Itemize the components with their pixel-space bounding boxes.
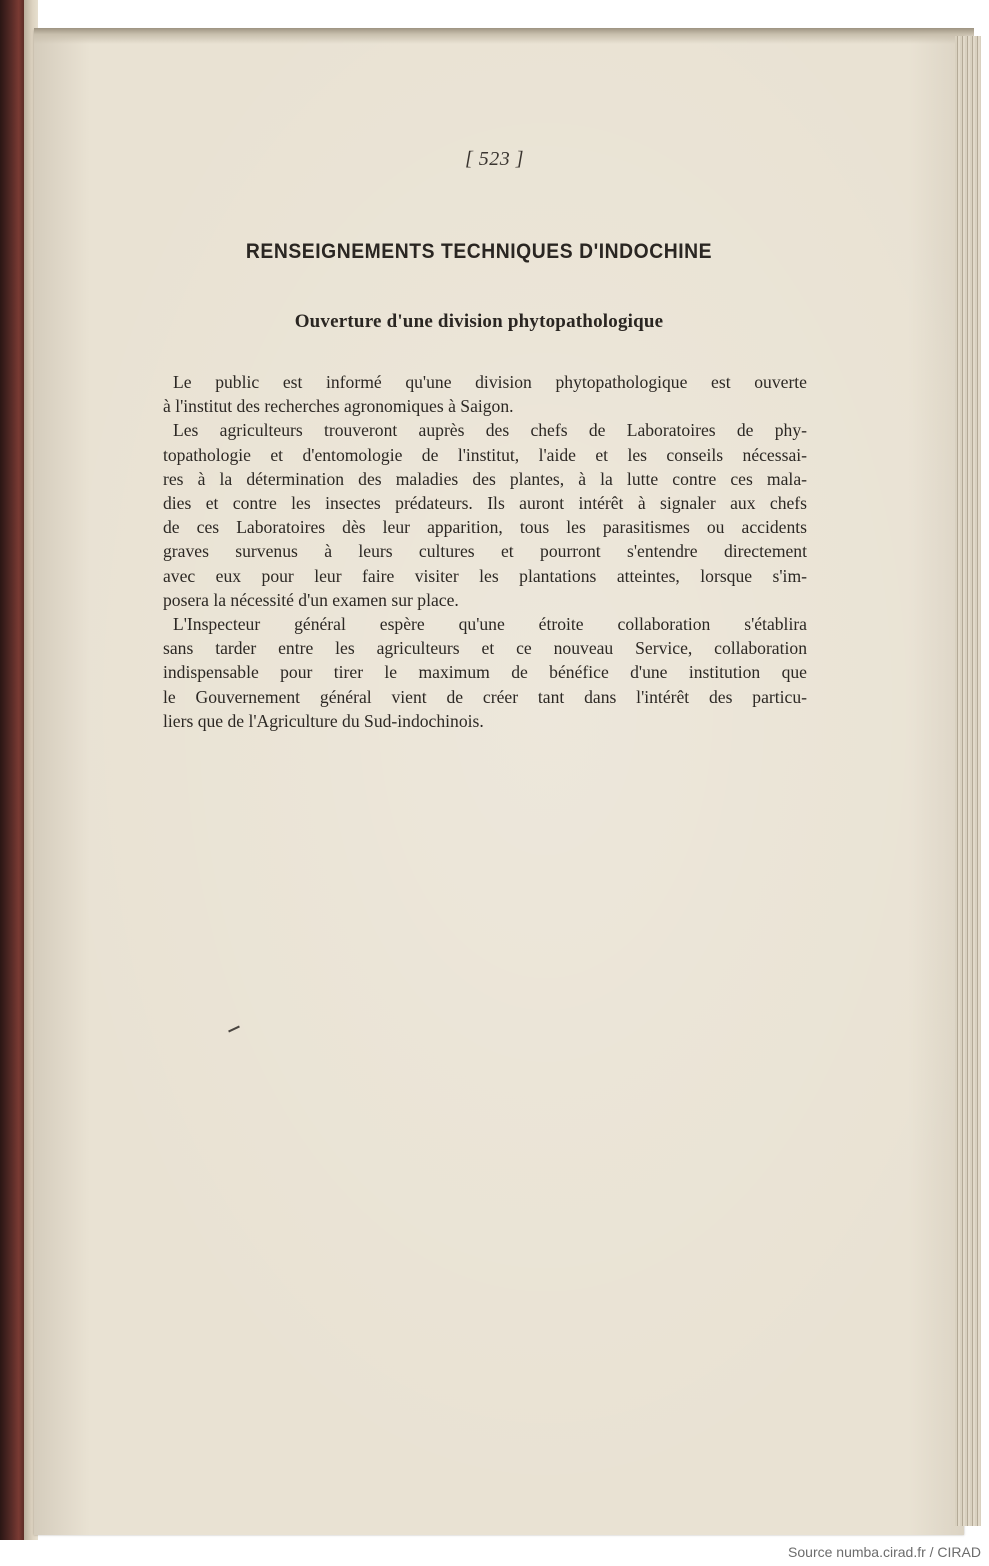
text-line: dies et contre les insectes prédateurs. Ils auront intérêt à signaler aux chefs: [163, 493, 807, 514]
source-credit: Source numba.cirad.fr / CIRAD: [788, 1544, 981, 1560]
section-title: Ouverture d'une division phytopathologique: [294, 311, 664, 332]
page-top-shadow: [34, 28, 974, 44]
page-edges: [955, 36, 981, 1526]
text-line: topathologie et d'entomologie de l'institut, l'aide et les conseils nécessai-: [163, 444, 807, 465]
page-number: [ 523 ]: [464, 148, 525, 170]
text-line: avec eux pour leur faire visiter les plantations atteintes, lorsque s'im-: [163, 565, 807, 586]
text-line: graves survenus à leurs cultures et pourront s'entendre directement: [163, 541, 807, 562]
body-text: [163, 370, 807, 733]
text-line: Le public est informé qu'une division phytopathologique est ouverte: [173, 372, 807, 392]
text-line: à l'institut des recherches agronomiques à Saigon.: [163, 396, 514, 417]
text-line: indispensable pour tirer le maximum de bénéfice d'une institution que: [163, 662, 807, 683]
text-line: Les agriculteurs trouveront auprès des chefs de Laboratoires de phy-: [173, 420, 807, 441]
text-line: liers que de l'Agriculture du Sud-indochinois.: [163, 710, 484, 731]
text-line: le Gouvernement général vient de créer tant dans l'intérêt des particu-: [163, 686, 807, 707]
text-line: L'Inspecteur général espère qu'une étroite collaboration s'établira: [173, 614, 807, 635]
text-line: sans tarder entre les agriculteurs et ce nouveau Service, collaboration: [163, 638, 807, 659]
page-title: RENSEIGNEMENTS TECHNIQUES D'INDOCHINE: [245, 240, 713, 263]
text-line: res à la détermination des maladies des plantes, à la lutte contre ces mala-: [163, 468, 807, 489]
text-line: posera la nécessité d'un examen sur place.: [163, 589, 459, 610]
text-line: de ces Laboratoires dès leur apparition, tous les parasitismes ou accidents: [163, 517, 807, 538]
